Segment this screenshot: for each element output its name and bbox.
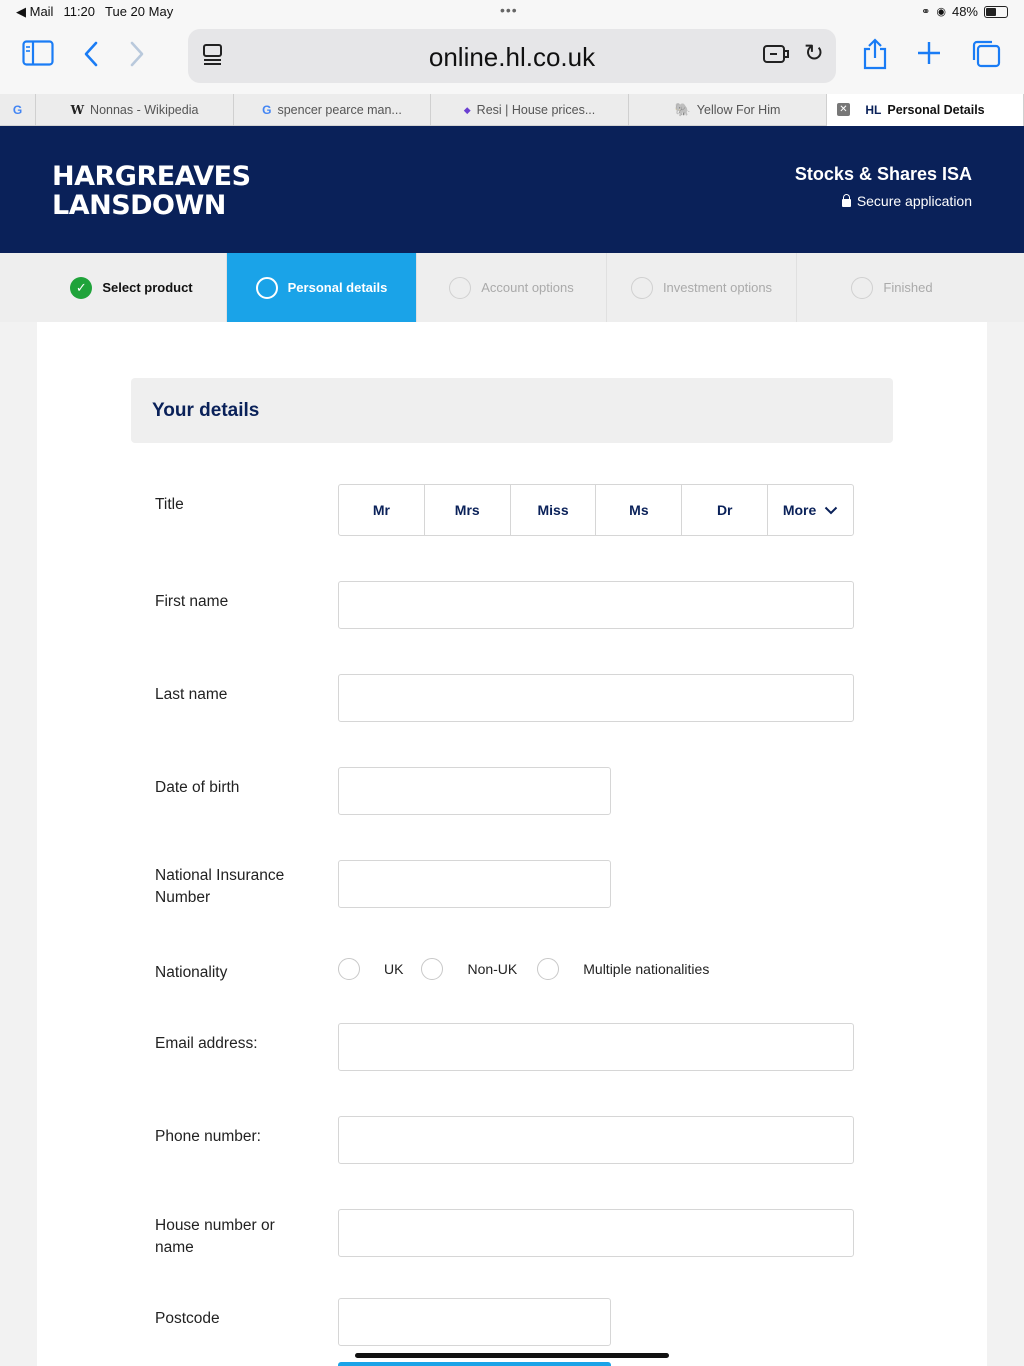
title-label: Title [155, 496, 184, 513]
step-investment-options: Investment options [607, 253, 797, 322]
orientation-lock-icon: ◉ [936, 6, 946, 18]
phone-label: Phone number: [155, 1128, 261, 1145]
battery-percent: 48% [951, 4, 978, 19]
title-dr-button[interactable]: Dr [682, 485, 768, 535]
nationality-multiple-label[interactable]: Multiple nationalities [583, 961, 710, 977]
last-name-label: Last name [155, 686, 228, 703]
resi-icon: ◆ [463, 104, 471, 115]
step-select-product[interactable]: ✓ Select product [37, 253, 227, 322]
step-circle-icon [851, 277, 873, 299]
tab-label: Resi | House prices... [476, 103, 596, 117]
home-indicator[interactable] [355, 1353, 669, 1358]
progress-steps [37, 253, 987, 322]
status-date: Tue 20 May [105, 4, 174, 19]
battery-icon [984, 6, 1008, 18]
tab-resi-house-prices[interactable] [431, 94, 629, 126]
ni-label: National Insurance Number [155, 867, 285, 906]
step-circle-icon [256, 277, 278, 299]
tab-hl-personal-details[interactable] [827, 94, 1024, 126]
section-header [131, 378, 893, 443]
back-icon[interactable] [82, 40, 100, 73]
multitasking-dots-icon[interactable]: ••• [500, 2, 518, 18]
hl-icon: HL [865, 103, 882, 117]
browser-toolbar [0, 24, 1024, 94]
chevron-down-icon [824, 506, 838, 515]
url-text[interactable]: online.hl.co.uk [428, 42, 596, 72]
tab-label: Personal Details [887, 103, 985, 117]
nationality-non-uk-label[interactable]: Non-UK [467, 961, 518, 977]
tab-google[interactable] [0, 94, 36, 126]
phone-input[interactable] [338, 1116, 854, 1164]
tab-label: Yellow For Him [696, 103, 781, 117]
title-more-dropdown[interactable]: More [768, 485, 853, 535]
tab-overview-icon[interactable] [970, 39, 1002, 74]
google-icon: G [12, 103, 23, 117]
new-tab-icon[interactable] [915, 39, 943, 72]
postcode-input[interactable] [338, 1298, 611, 1346]
step-finished: Finished [797, 253, 987, 322]
back-to-mail-link[interactable]: ◀ Mail [16, 4, 54, 19]
product-name: Stocks & Shares ISA [794, 164, 972, 184]
product-info [795, 164, 972, 209]
tab-yellow-for-him[interactable] [629, 94, 827, 126]
status-time: 11:20 [63, 4, 96, 19]
secure-application: Secure application [795, 193, 972, 209]
check-icon: ✓ [70, 277, 92, 299]
forward-icon[interactable] [128, 40, 146, 73]
hargreaves-lansdown-logo[interactable]: HARGREAVES LANSDOWN [52, 161, 251, 221]
link-icon: ⚭ [921, 6, 931, 18]
title-ms-button[interactable]: Ms [596, 485, 682, 535]
tab-bar [0, 94, 1024, 126]
sidebar-toggle-icon[interactable] [22, 40, 54, 71]
ios-status-bar [0, 0, 1024, 24]
title-mrs-button[interactable]: Mrs [425, 485, 511, 535]
dob-input[interactable] [338, 767, 611, 815]
reload-icon[interactable]: ↻ [803, 40, 824, 67]
nationality-multiple-radio[interactable] [537, 958, 559, 980]
tab-spencer-pearce[interactable] [234, 94, 431, 126]
tab-label: Nonnas - Wikipedia [90, 103, 199, 117]
email-label: Email address: [155, 1035, 258, 1052]
last-name-input[interactable] [338, 674, 854, 722]
site-header [0, 126, 1024, 253]
dob-label: Date of birth [155, 779, 240, 796]
close-tab-icon[interactable]: ✕ [837, 103, 850, 116]
title-mr-button[interactable]: Mr [339, 485, 425, 535]
tab-nonnas-wikipedia[interactable] [36, 94, 234, 126]
steps-gutter [0, 253, 37, 322]
form-card [37, 322, 987, 1366]
elephant-icon: 🐘 [674, 102, 691, 117]
address-bar[interactable] [188, 29, 836, 83]
lock-icon [842, 199, 851, 207]
postcode-label: Postcode [155, 1310, 220, 1327]
nationality-uk-radio[interactable] [338, 958, 360, 980]
google-icon: G [262, 103, 272, 117]
nationality-uk-label[interactable]: UK [384, 961, 404, 977]
wikipedia-icon: W [70, 103, 85, 117]
step-personal-details: Personal details [227, 253, 417, 322]
house-label: House number or name [155, 1217, 275, 1256]
extension-icon[interactable] [762, 43, 790, 70]
email-input[interactable] [338, 1023, 854, 1071]
first-name-input[interactable] [338, 581, 854, 629]
steps-gutter [987, 253, 1024, 322]
share-icon[interactable] [862, 38, 888, 75]
step-circle-icon [449, 277, 471, 299]
first-name-label: First name [155, 593, 229, 610]
ni-input[interactable] [338, 860, 611, 908]
nationality-options [338, 958, 723, 980]
step-circle-icon [631, 277, 653, 299]
find-address-button[interactable] [338, 1362, 611, 1366]
section-title: Your details [152, 400, 260, 421]
nationality-label: Nationality [155, 964, 228, 981]
house-input[interactable] [338, 1209, 854, 1257]
nationality-non-uk-radio[interactable] [421, 958, 443, 980]
tab-label: spencer pearce man... [277, 103, 402, 117]
title-selector [338, 484, 854, 536]
title-miss-button[interactable]: Miss [511, 485, 597, 535]
step-account-options: Account options [417, 253, 607, 322]
